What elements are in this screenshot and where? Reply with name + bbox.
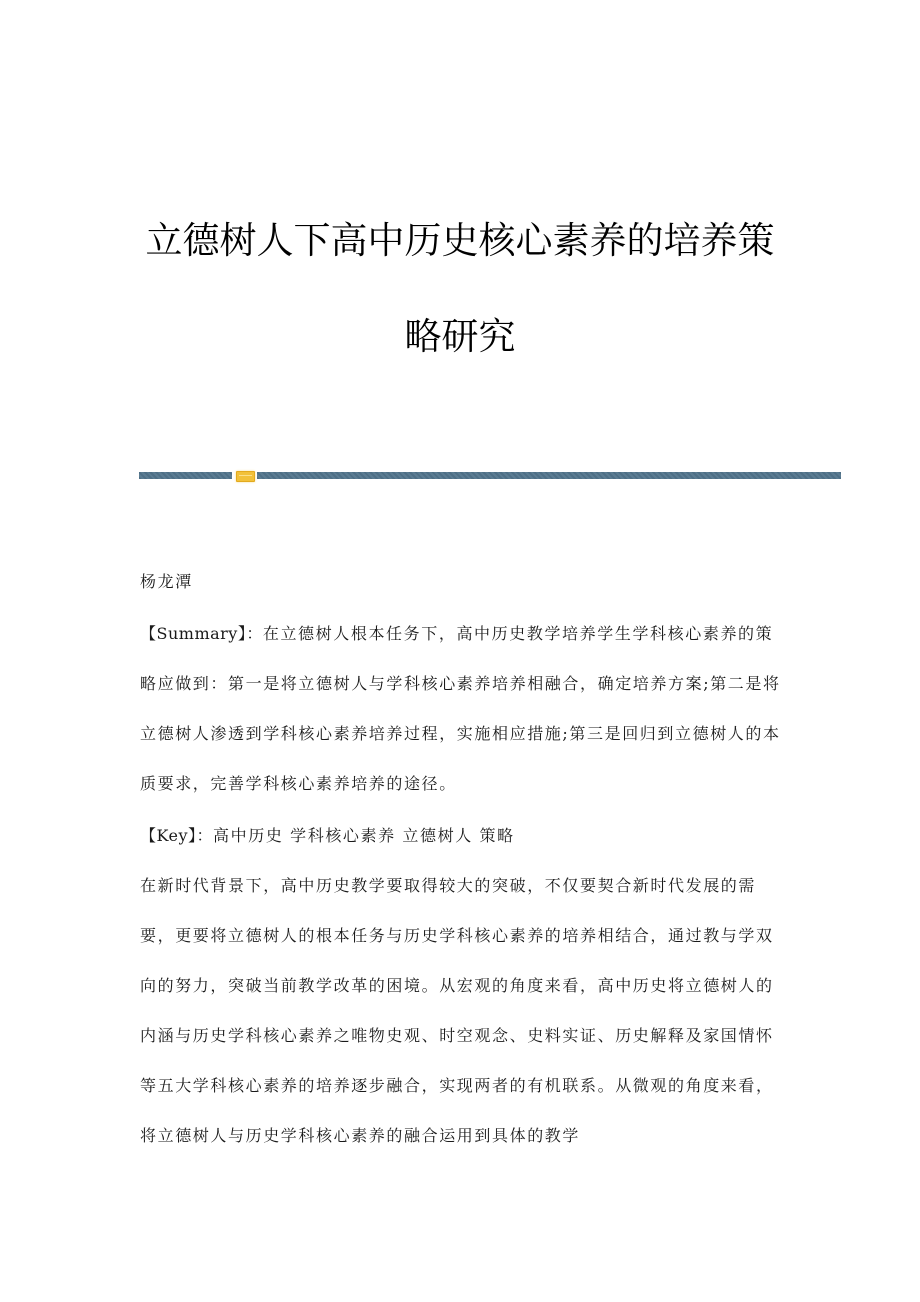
ornament-icon [236,471,255,482]
document-title-line-1: 立德树人下高中历史核心素养的培养策 [145,219,775,262]
summary-text: 在立德树人根本任务下，高中历史教学培养学生学科核心素养的策略应做到：第一是将立德树人与学科核心素养培养相融合，确定培养方案;第二是将立德树人渗透到学科核心素养培养过程，实施相应措施;第三是回归到立德树人的本质要求，完善学科核心素养培养的途径。 [140,624,781,793]
title-divider [139,472,841,480]
summary-label: 【Summary】： [140,624,263,643]
divider-bar-left [139,472,232,479]
summary-paragraph [140,609,790,809]
body-paragraph: 在新时代背景下，高中历史教学要取得较大的突破，不仅要契合新时代发展的需要，更要将立德树人的根本任务与历史学科核心素养的培养相结合，通过教与学双向的努力，突破当前教学改革的困境。从宏观的角度来看，高中历史将立德树人的内涵与历史学科核心素养之唯物史观、时空观念、史料实证、历史解释及家国情怀等五大学科核心素养的培养逐步融合，实现两者的有机联系。从微观的角度来看，将立德树人与历史学科核心素养的融合运用到具体的教学 [140,876,774,1145]
keywords-text: 高中历史 学科核心素养 立德树人 策略 [213,826,515,845]
author-name: 杨龙潭 [140,572,193,591]
document-title-line-2: 略研究 [404,315,516,358]
keywords-label: 【Key】： [140,826,214,845]
divider-bar-right [257,472,841,479]
keywords-line [140,811,790,861]
